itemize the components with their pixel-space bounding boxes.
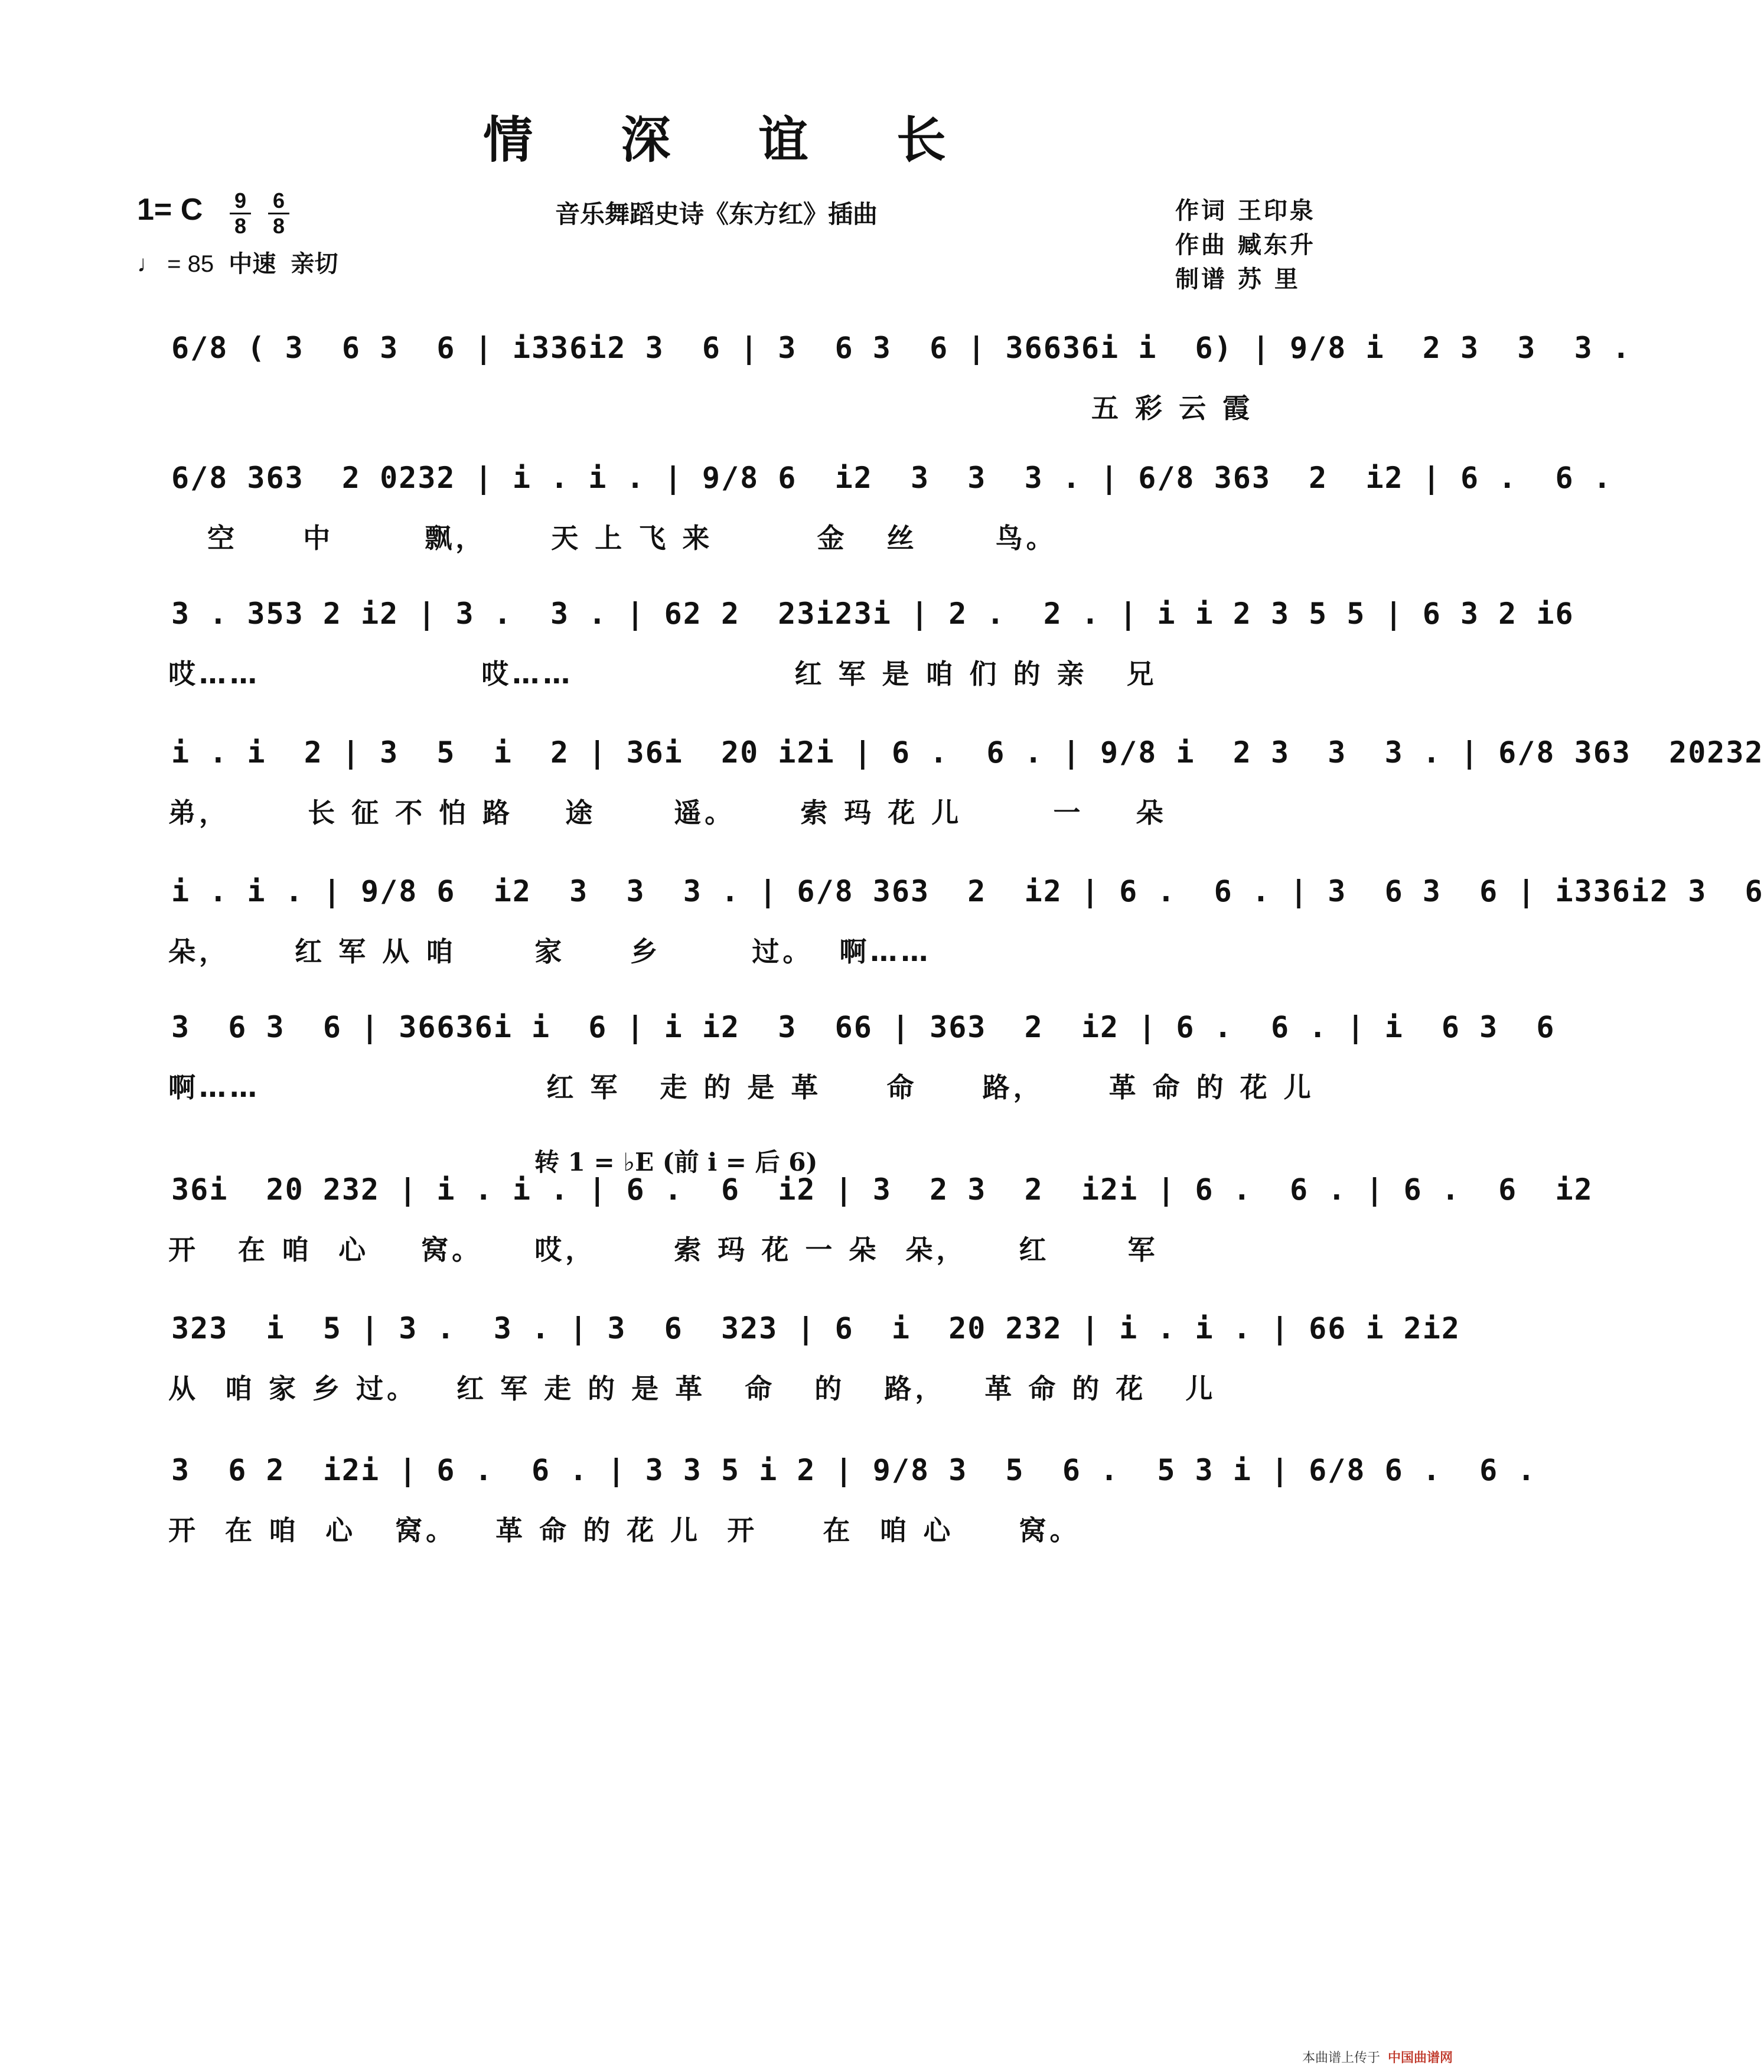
lyric-row: 空 中 飘， 天 上 飞 来 金 丝 鸟。: [168, 522, 1057, 554]
time-signature-bottom: 8: [234, 214, 247, 238]
lyric-row: 啊…… 红 军 走 的 是 革 命 路， 革 命 的 花 儿: [168, 1071, 1315, 1103]
time-signature-bottom: 8: [272, 214, 285, 238]
lyric-row: 从 咱 家 乡 过。 红 军 走 的 是 革 命 的 路， 革 命 的 花 儿: [168, 1373, 1217, 1405]
credit-lyrics: 作词 王印泉: [1175, 197, 1316, 224]
footer: [1302, 2048, 1453, 2066]
time-signature-6-8: [266, 190, 292, 237]
credit-notation: 制谱 苏 里: [1175, 265, 1300, 293]
credit-music: 作曲 臧东升: [1175, 231, 1316, 259]
notation-row: 3 . 353 2 i2 | 3 . 3 . | 62 2 23i23i | 2 . 2 . | i i 2 3 5 5 | 6 3 2 i6: [171, 597, 1574, 631]
song-title: 情 深 谊 长: [483, 110, 982, 169]
notation-row: 3 6 3 6 | 36636i i 6 | i i2 3 66 | 363 2 i2 | 6 . 6 . | i 6 3 6: [171, 1010, 1556, 1044]
key-signature: 1= C: [137, 193, 203, 227]
notation-row: 36i 20 232 | i . i . | 6 . 6 i2 | 3 2 3 2 i2i | 6 . 6 . | 6 . 6 i2: [171, 1172, 1593, 1207]
notation-row: i . i 2 | 3 5 i 2 | 36i 20 i2i | 6 . 6 . | 9/8 i 2 3 3 3 . | 6/8 363 20232: [171, 735, 1764, 770]
lyric-row: 弟， 长 征 不 怕 路 途 遥。 索 玛 花 儿 一 朵: [168, 797, 1167, 829]
lyric-row: 开 在 咱 心 窝。 哎， 索 玛 花 一 朵 朵， 红 军: [168, 1234, 1159, 1266]
time-signature-top: 6: [272, 188, 285, 213]
modulation-marking: 转 1 = ♭E (前 i = 后 6): [534, 1148, 818, 1177]
quarter-note-icon: ♩: [137, 251, 161, 277]
notation-row: 3 6 2 i2i | 6 . 6 . | 3 3 5 i 2 | 9/8 3 5 6 . 5 3 i | 6/8 6 . 6 .: [171, 1453, 1537, 1487]
tempo-value: = 85: [167, 251, 214, 277]
footer-text: 本曲谱上传于: [1302, 2051, 1380, 2066]
lyric-row: 朵， 红 军 从 咱 家 乡 过。 啊……: [168, 936, 932, 967]
time-signature-top: 9: [234, 188, 247, 213]
tempo-speed: 中速: [229, 251, 276, 277]
time-signature-9-8: [227, 190, 253, 237]
lyric-row: 开 在 咱 心 窝。 革 命 的 花 儿 开 在 咱 心 窝。: [168, 1514, 1081, 1546]
site-logo: 中国曲谱网: [1387, 2051, 1453, 2066]
notation-row: 6/8 ( 3 6 3 6 | i336i2 3 6 | 3 6 3 6 | 36636i i 6) | 9/8 i 2 3 3 3 .: [171, 331, 1631, 365]
subtitle: 音乐舞蹈史诗《东方红》插曲: [555, 200, 878, 229]
notation-row: 323 i 5 | 3 . 3 . | 3 6 323 | 6 i 20 232 | i . i . | 66 i 2i2: [171, 1311, 1460, 1346]
lyric-row: 五 彩 云 霞: [168, 392, 1254, 424]
tempo-marking: [137, 245, 338, 279]
notation-row: i . i . | 9/8 6 i2 3 3 3 . | 6/8 363 2 i2 | 6 . 6 . | 3 6 3 6 | i336i2 3 6: [171, 874, 1764, 908]
tempo-mood: 亲切: [291, 251, 338, 277]
lyric-row: 哎…… 哎…… 红 军 是 咱 们 的 亲 兄: [168, 658, 1157, 690]
notation-row: 6/8 363 2 0232 | i . i . | 9/8 6 i2 3 3 3 . | 6/8 363 2 i2 | 6 . 6 .: [171, 461, 1612, 495]
